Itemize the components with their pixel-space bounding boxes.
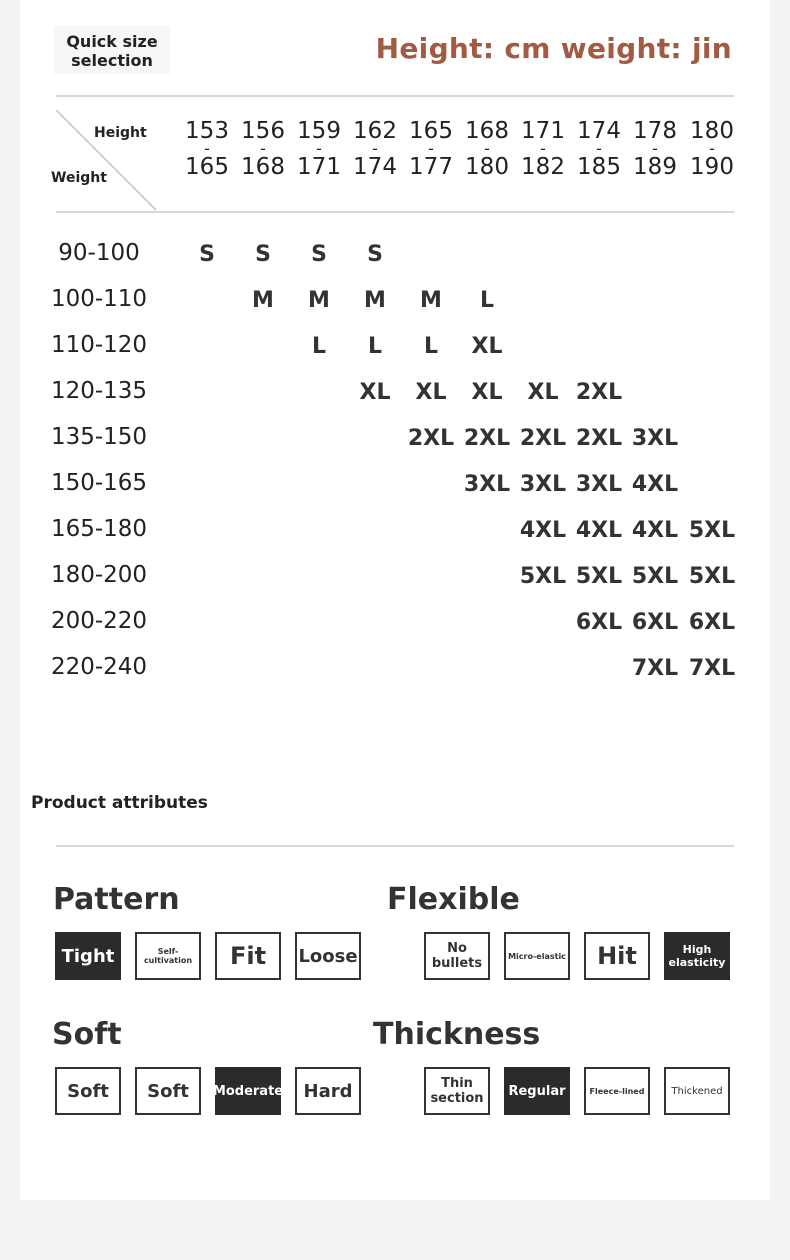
quick-size-label: Quick size selection — [54, 26, 170, 74]
attribute-option-label: Fit — [229, 942, 267, 970]
corner-weight-label: Weight — [51, 170, 107, 186]
units-title: Height: cm weight: jin — [375, 32, 732, 65]
size-cell: 7XL — [631, 656, 679, 681]
height-range-start: 156 — [241, 118, 285, 144]
size-cell: 5XL — [688, 564, 736, 589]
attribute-option — [504, 1067, 570, 1115]
attributes-title: Product attributes — [31, 793, 208, 813]
attribute-option — [55, 932, 121, 980]
attribute-group-title: Thickness — [373, 1017, 541, 1052]
attribute-option — [55, 1067, 121, 1115]
attribute-group-title: Pattern — [53, 882, 180, 917]
size-cell: 4XL — [631, 518, 679, 543]
height-range-end: 190 — [690, 154, 734, 180]
height-range-dash: - — [540, 139, 546, 158]
attribute-option-label: Self-cultivation — [143, 947, 193, 965]
size-cell: M — [252, 288, 274, 313]
height-range-end: 165 — [185, 154, 229, 180]
height-range-dash: - — [428, 139, 434, 158]
height-range-dash: - — [204, 139, 210, 158]
height-range-column — [515, 118, 571, 180]
attribute-option — [664, 1067, 730, 1115]
height-range-end: 189 — [633, 154, 677, 180]
height-range-start: 153 — [185, 118, 229, 144]
attribute-option-label: No bullets — [431, 941, 483, 971]
size-cell: L — [311, 334, 327, 359]
height-range-column — [403, 118, 459, 180]
attribute-group-title: Flexible — [387, 882, 520, 917]
attribute-option — [212, 1067, 284, 1115]
height-range-dash: - — [596, 139, 602, 158]
attribute-option — [295, 1067, 361, 1115]
height-range-column — [684, 118, 740, 180]
attribute-option — [584, 932, 650, 980]
weight-range-label: 100-110 — [50, 286, 148, 312]
size-cell: 4XL — [575, 518, 623, 543]
size-cell: XL — [527, 380, 559, 405]
weight-range-label: 165-180 — [50, 516, 148, 542]
size-cell: 5XL — [631, 564, 679, 589]
size-cell: 3XL — [631, 426, 679, 451]
attribute-option-label: High elasticity — [666, 943, 728, 969]
attribute-option — [584, 1067, 650, 1115]
attribute-group-title: Soft — [52, 1017, 122, 1052]
height-range-column — [347, 118, 403, 180]
attribute-option-label: Thickened — [671, 1085, 723, 1097]
height-range-dash: - — [484, 139, 490, 158]
size-cell: M — [420, 288, 442, 313]
weight-range-label: 90-100 — [58, 240, 140, 266]
size-cell: S — [311, 242, 327, 267]
weight-range-label: 120-135 — [50, 378, 148, 404]
size-cell: M — [364, 288, 386, 313]
attribute-option — [215, 932, 281, 980]
height-range-column — [235, 118, 291, 180]
attribute-option-label: Hit — [597, 942, 637, 970]
height-range-column — [179, 118, 235, 180]
height-range-column — [627, 118, 683, 180]
height-range-start: 162 — [353, 118, 397, 144]
size-cell: 6XL — [688, 610, 736, 635]
size-cell: 5XL — [519, 564, 567, 589]
size-cell: 2XL — [575, 426, 623, 451]
height-range-dash: - — [709, 139, 715, 158]
height-range-end: 171 — [297, 154, 341, 180]
height-range-end: 174 — [353, 154, 397, 180]
attribute-option — [504, 932, 570, 980]
height-range-start: 159 — [297, 118, 341, 144]
size-cell: 2XL — [575, 380, 623, 405]
weight-range-label: 135-150 — [50, 424, 148, 450]
size-cell: 3XL — [519, 472, 567, 497]
height-range-end: 180 — [465, 154, 509, 180]
size-cell: 2XL — [407, 426, 455, 451]
attribute-option — [424, 932, 490, 980]
size-cell: L — [479, 288, 495, 313]
attribute-option — [664, 932, 730, 980]
height-range-start: 168 — [465, 118, 509, 144]
height-range-column — [459, 118, 515, 180]
attribute-option-label: Soft — [147, 1080, 189, 1102]
weight-range-label: 220-240 — [50, 654, 148, 680]
size-cell: M — [308, 288, 330, 313]
height-range-column — [571, 118, 627, 180]
size-cell: S — [199, 242, 215, 267]
size-cell: 5XL — [575, 564, 623, 589]
height-range-end: 168 — [241, 154, 285, 180]
size-cell: S — [255, 242, 271, 267]
size-cell: L — [367, 334, 383, 359]
attribute-option-label: Fleece-lined — [589, 1086, 645, 1096]
size-cell: 2XL — [463, 426, 511, 451]
height-range-start: 174 — [577, 118, 621, 144]
attribute-option-label: Micro-elastic — [508, 951, 566, 961]
attribute-option-label: Regular — [508, 1083, 566, 1099]
size-cell: XL — [471, 380, 503, 405]
size-cell: 2XL — [519, 426, 567, 451]
size-cell: XL — [415, 380, 447, 405]
size-cell: S — [367, 242, 383, 267]
size-cell: L — [423, 334, 439, 359]
table-top-divider — [56, 95, 734, 97]
corner-height-label: Height — [94, 125, 147, 141]
size-cell: 3XL — [463, 472, 511, 497]
attributes-divider — [56, 845, 734, 847]
size-cell: 4XL — [631, 472, 679, 497]
size-cell: 3XL — [575, 472, 623, 497]
height-range-dash: - — [652, 139, 658, 158]
height-range-start: 178 — [633, 118, 677, 144]
weight-range-label: 180-200 — [50, 562, 148, 588]
height-range-end: 185 — [577, 154, 621, 180]
height-range-dash: - — [372, 139, 378, 158]
attribute-option — [135, 932, 201, 980]
attribute-option — [424, 1067, 490, 1115]
attribute-option-label: Tight — [61, 945, 115, 967]
weight-range-label: 110-120 — [50, 332, 148, 358]
size-cell: 4XL — [519, 518, 567, 543]
height-range-start: 171 — [521, 118, 565, 144]
weight-range-label: 200-220 — [50, 608, 148, 634]
height-range-end: 182 — [521, 154, 565, 180]
attribute-option-label: Moderate — [212, 1083, 284, 1099]
weight-range-label: 150-165 — [50, 470, 148, 496]
height-range-dash: - — [316, 139, 322, 158]
attribute-option-label: Hard — [303, 1080, 353, 1102]
attribute-option — [295, 932, 361, 980]
attribute-option-label: Loose — [298, 945, 358, 967]
height-range-start: 165 — [409, 118, 453, 144]
attribute-option — [135, 1067, 201, 1115]
size-cell: 7XL — [688, 656, 736, 681]
attribute-option-label: Soft — [67, 1080, 109, 1102]
height-range-column — [291, 118, 347, 180]
height-range-dash: - — [260, 139, 266, 158]
size-cell: 6XL — [575, 610, 623, 635]
attribute-option-label: Thin section — [430, 1076, 484, 1106]
size-cell: XL — [471, 334, 503, 359]
height-range-start: 180 — [690, 118, 734, 144]
size-cell: 6XL — [631, 610, 679, 635]
height-range-end: 177 — [409, 154, 453, 180]
size-cell: XL — [359, 380, 391, 405]
size-cell: 5XL — [688, 518, 736, 543]
